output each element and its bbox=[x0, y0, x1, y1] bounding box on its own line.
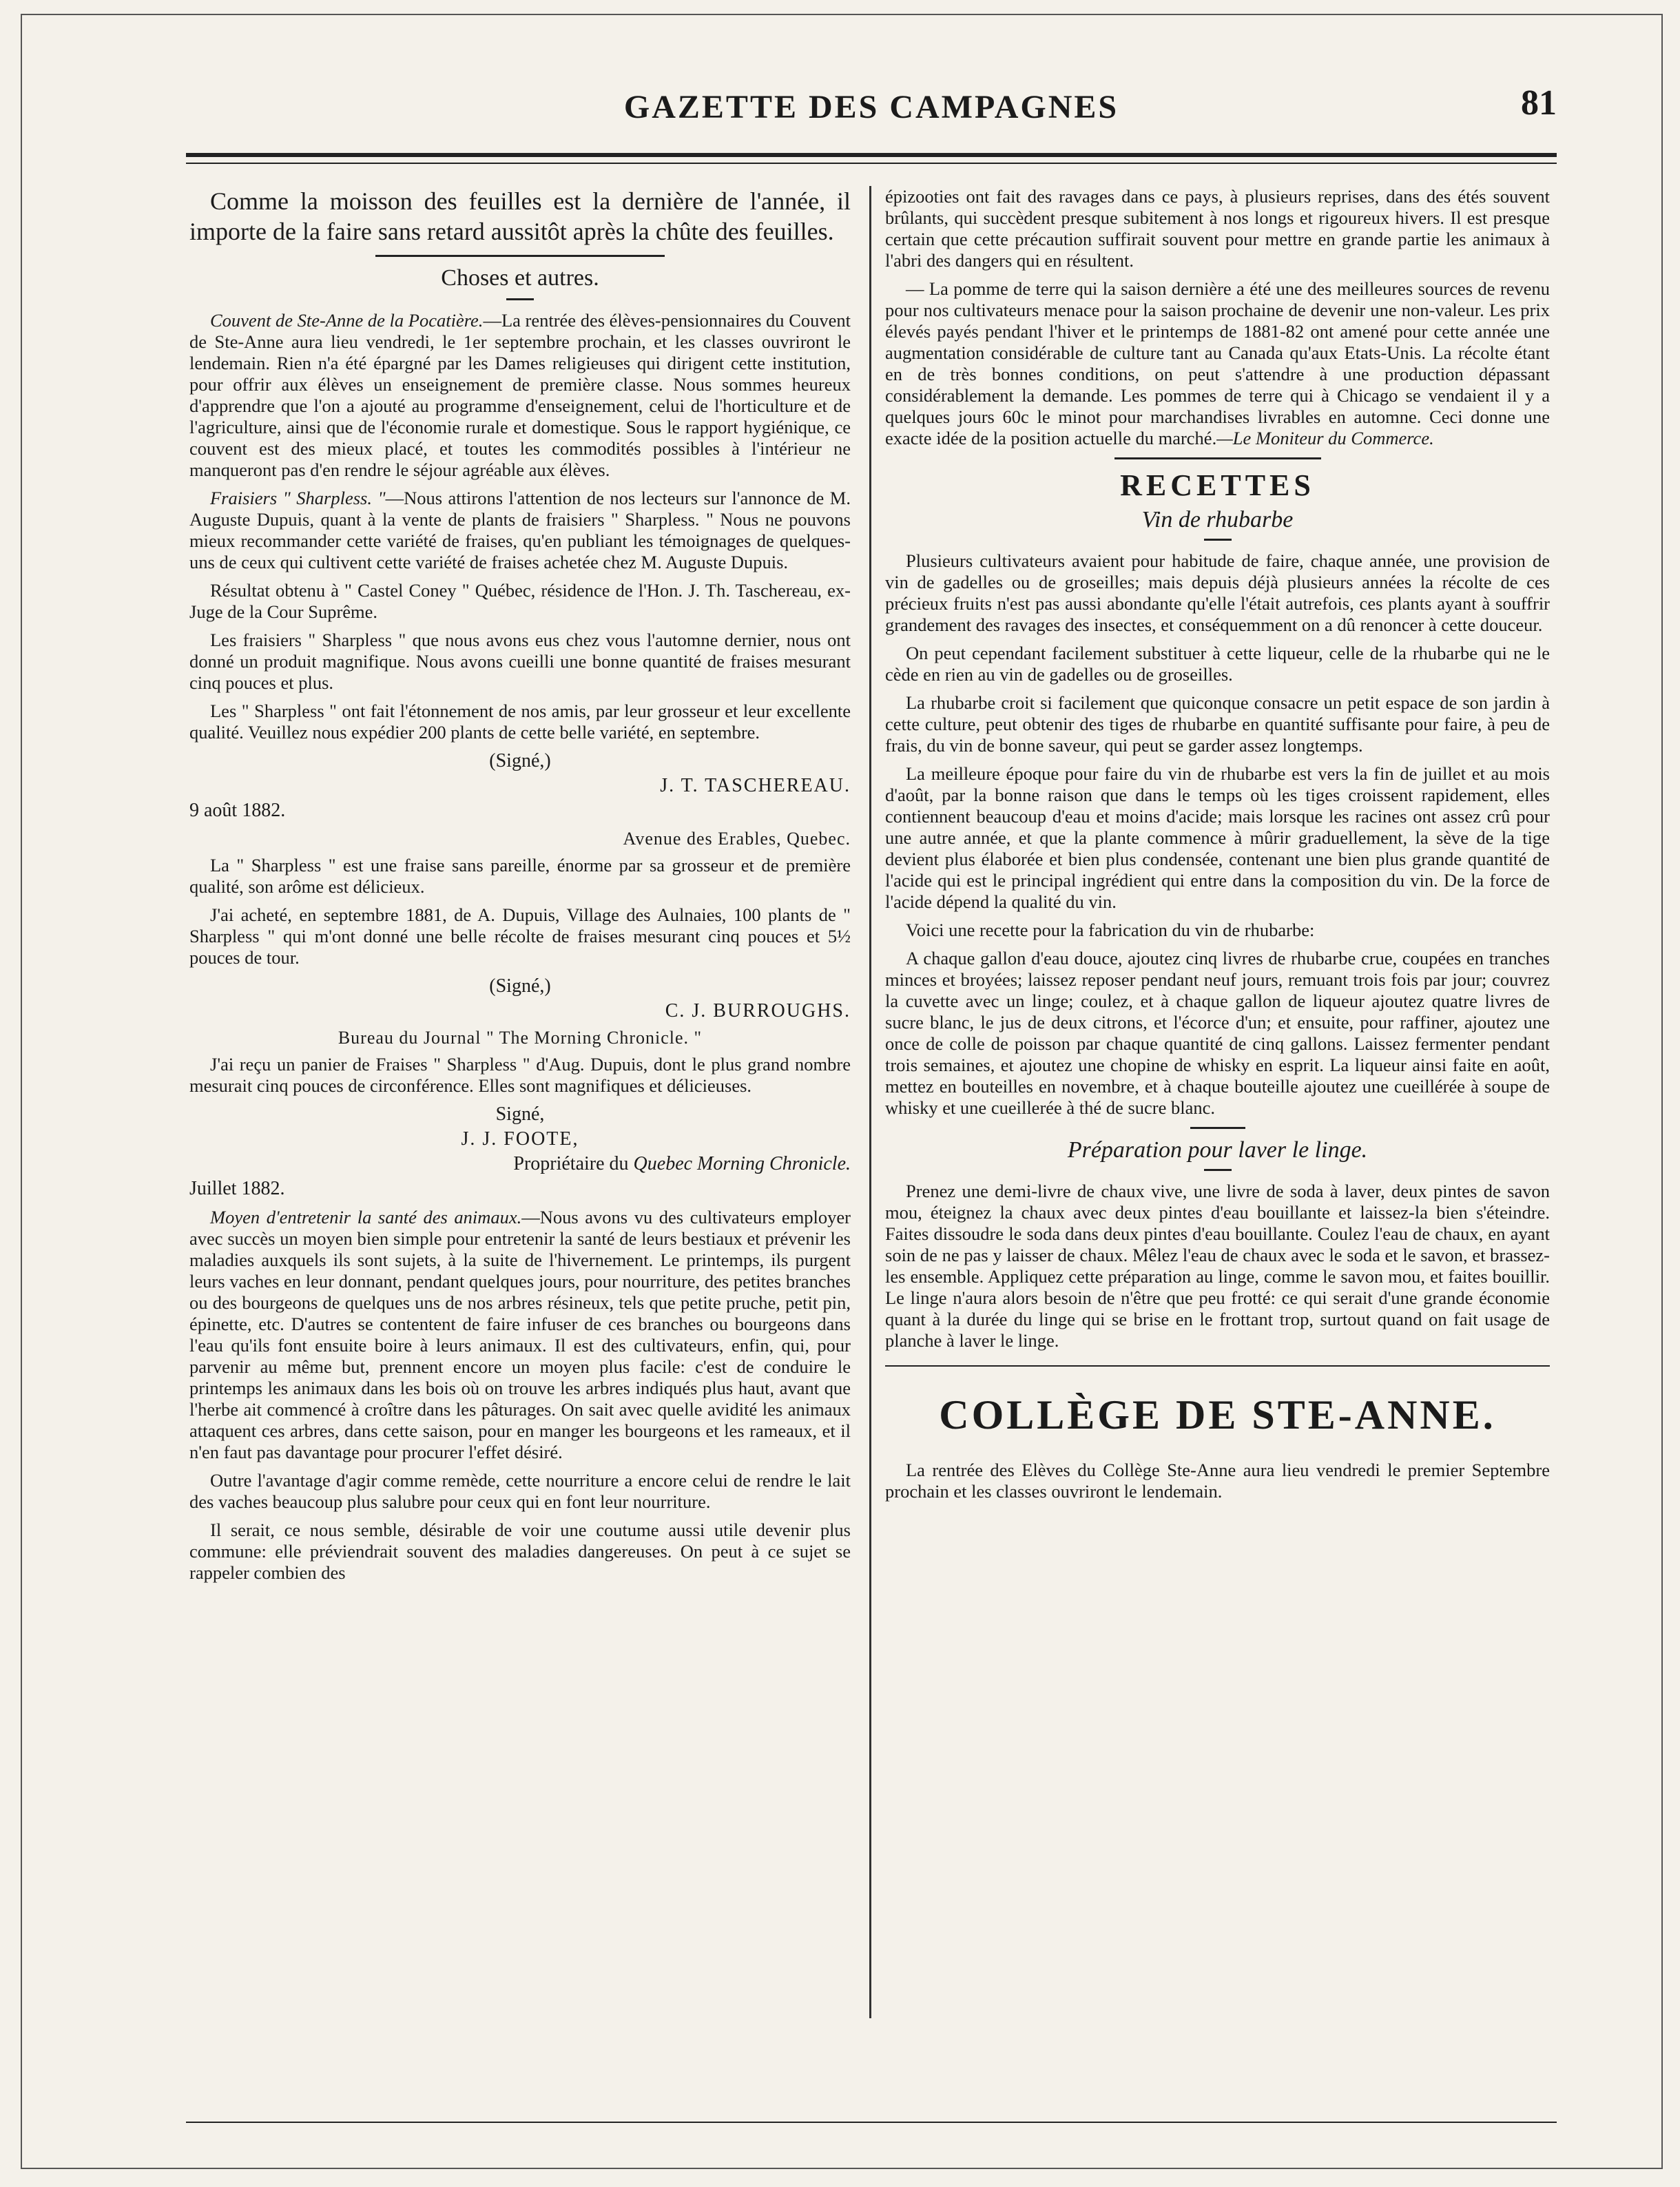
signature-title bbox=[189, 1153, 851, 1175]
signature-name: J. J. FOOTE, bbox=[461, 1128, 579, 1150]
section-rule bbox=[885, 1365, 1550, 1367]
article-continuation: épizooties ont fait des ravages dans ce pays, à plusieurs reprises, dans des étés souvent brûlants, qui succèdent presque subitement à nos longs et rigoureux hivers. Il est presque certain que cette précaution suffirait souvent pour mettre en grande partie les animaux à l'abri des dangers qui en résultent. bbox=[885, 186, 1550, 271]
article-pomme bbox=[885, 278, 1550, 449]
college-heading: COLLÈGE DE STE-ANNE. bbox=[939, 1392, 1496, 1438]
signature-label: (Signé,) bbox=[489, 750, 551, 771]
recipe-paragraph: A chaque gallon d'eau douce, ajoutez cinq livres de rhubarbe crue, coupées en tranches minces et broyées; laissez reposer pendant neuf jours, remuant trois fois par jour; couvrez la cuvette avec un linge; coulez, et à chaque gallon de liqueur ajoutez quatre livres de sucre blanc, le jus de deux citrons, et l'écorce d'un; et ensuite, pour raffiner, ajoutez une once de colle de poisson par chaque quantité de cinq gallons. Laissez fermenter pendant trois semaines, et ajoutez une chopine de whisky en esprit. La liqueur ainsi faite en août, mettez en bouteilles en novembre, et à chaque bouteille ajoutez une cueillérée à soupe de whisky et une cueillerée à thé de sucre blanc. bbox=[885, 948, 1550, 1118]
article-moyen bbox=[189, 1207, 851, 1463]
recipe-paragraph: La meilleure époque pour faire du vin de rhubarbe est vers la fin de juillet et au mois d'août, par la bonne raison que dans le temps où les tiges croissent rapidement, elles contiennent beaucoup d'eau et moins d'acide; mais lorsque les racines ont assez crû pour une autre année, et que la plante commence à mûrir graduellement, la sève de la tige devient plus élaborée et bien plus condensée, contenant une bien plus grande quantité de l'acide qui est le principal ingrédient qui entre dans la composition du vin. De la force de l'acide dépend la qualité du vin. bbox=[885, 763, 1550, 912]
footer-rule bbox=[186, 2122, 1557, 2123]
header-rule-thick bbox=[186, 153, 1557, 157]
letter-date: Juillet 1882. bbox=[189, 1178, 285, 1199]
article-body: — La pomme de terre qui la saison dernière a été une des meilleures sources de revenu pour nos cultivateurs menace pour la saison prochaine de devenir une non-valeur. Les prix élevés payés pendant l'hiver et le printemps de 1881-82 ont amené pour cette année une augmentation considérable de culture tant au Canada qu'aux Etats-Unis. La récolte étant en de très bonnes conditions, on peut s'attendre à une production dépassant considérablement la demande. Les pommes de terre qui à Chicago se vendaient il y a quelques jours 60c le minot pour marchandises livrables en automne. Ceci donne une exacte idée de la position actuelle du marché. bbox=[885, 278, 1550, 448]
signature-name: C. J. BURROUGHS. bbox=[665, 1000, 851, 1022]
letter-place: Bureau du Journal " The Morning Chronicle. " bbox=[338, 1028, 703, 1048]
recipe-paragraph: La rhubarbe croit si facilement que quiconque consacre un petit espace de son jardin à cette culture, peut obtenir des tiges de rhubarbe en quantité suffisante pour faire, à peu de frais, du vin de bonne saveur, qui peut se garder assez longtemps. bbox=[885, 692, 1550, 756]
signature-name: J. T. TASCHEREAU. bbox=[660, 775, 851, 796]
article-body: —Nous attirons l'attention de nos lecteurs sur l'annonce de M. Auguste Dupuis, quant à la vente de plants de fraisiers " Sharpless. " Nous ne pouvons mieux recommander cette variété de fraises, qu'en publiant les témoignages de quelques-uns de ceux qui cultivent cette variété de fraises achetée chez M. Auguste Dupuis. bbox=[189, 488, 851, 572]
section-rule bbox=[375, 255, 665, 257]
right-column bbox=[885, 186, 1550, 1509]
dash-divider bbox=[506, 298, 534, 300]
letter-place: Avenue des Erables, Quebec. bbox=[623, 829, 851, 849]
dash-divider bbox=[1204, 1169, 1232, 1171]
recipe-paragraph: Plusieurs cultivateurs avaient pour habitude de faire, chaque année, une provision de vin de gadelles ou de groseilles; mais depuis déjà plusieurs années la récolte de ces précieux fruits n'est pas aussi abondante qu'elle l'était autrefois, ces plants ayant à souffrir grandement des ravages des insectes, et conséquemment on a dû renoncer à cette douceur. bbox=[885, 550, 1550, 635]
article-paragraph: Outre l'avantage d'agir comme remède, cette nourriture a encore celui de rendre le lait des vaches beaucoup plus salubre pour ceux qui en font leur nourriture. bbox=[189, 1470, 851, 1512]
publication-title: GAZETTE DES CAMPAGNES bbox=[623, 89, 1119, 125]
article-lead: Moyen d'entretenir la santé des animaux. bbox=[210, 1207, 522, 1227]
left-column bbox=[189, 186, 851, 1590]
signature-title-prefix: Propriétaire du bbox=[513, 1153, 629, 1174]
article-body: —Nous avons vu des cultivateurs employer avec succès un moyen bien simple pour entretenir la santé de leurs bestiaux et prévenir les maladies auxquels ils sont sujets, à la suite de l'hivernement. Le printemps, ils purgent leurs vaches en leur donnant, pendant quelques jours, pour nourriture, des petites branches ou des bourgeons de quelques uns de nos arbres résineux, tels que petite pruche, petit pin, épinette, etc. D'autres se contentent de faire infuser de ces branches ou bourgeons dans l'eau qu'ils font ensuite boire à leurs animaux. Il est des cultivateurs, enfin, qui, pour parvenir au même but, prennent encore un moyen plus facile: c'est de conduire le printemps les animaux dans les bois où on trouve les arbres indiqués plus haut, avant que l'herbe ait commencé à croître dans les pâturages. On sait avec quelle avidité les animaux attaquent ces arbres, dans cette saison, pour en manger les bourgeons et les rameaux, et il n'en faut pas davantage pour procurer l'effet désiré. bbox=[189, 1207, 851, 1462]
header-rule-thin bbox=[186, 163, 1557, 164]
recipe-paragraph: On peut cependant facilement substituer à cette liqueur, celle de la rhubarbe qui ne le cède en rien au vin de gadelles ou de groseilles. bbox=[885, 643, 1550, 685]
article-lead: Fraisiers " Sharpless. " bbox=[210, 488, 386, 508]
section-rule bbox=[1114, 457, 1321, 459]
section-rule bbox=[1190, 1127, 1245, 1129]
testimonial-paragraph: J'ai acheté, en septembre 1881, de A. Dupuis, Village des Aulnaies, 100 plants de " Sharpless " qui m'ont donné une belle récolte de fraises mesurant cinq pouces et 5½ pouces de tour. bbox=[189, 904, 851, 968]
intro-paragraph: Comme la moisson des feuilles est la dernière de l'année, il importe de la faire sans retard aussitôt après la chûte des feuilles. bbox=[189, 187, 851, 245]
signature-label: (Signé,) bbox=[489, 975, 551, 997]
newspaper-name: Quebec Morning Chronicle. bbox=[633, 1153, 851, 1174]
testimonial-paragraph: J'ai reçu un panier de Fraises " Sharpless " d'Aug. Dupuis, dont le plus grand nombre mesurait cinq pouces de circonférence. Elles sont magnifiques et délicieuses. bbox=[189, 1054, 851, 1096]
article-couvent bbox=[189, 310, 851, 481]
testimonial-paragraph: Les fraisiers " Sharpless " que nous avons eus chez vous l'automne dernier, nous ont donné un produit magnifique. Nous avons cueilli une bonne quantité de fraises mesurant cinq pouces et plus. bbox=[189, 630, 851, 693]
article-paragraph: Il serait, ce nous semble, désirable de voir une coutume aussi utile devenir plus commune: elle préviendrait souvent des maladies dangereuses. On peut à ce sujet se rappeler combien des bbox=[189, 1520, 851, 1583]
recipe-title: Préparation pour laver le linge. bbox=[1067, 1137, 1368, 1163]
section-title: Choses et autres. bbox=[441, 265, 599, 291]
testimonial-paragraph: Les " Sharpless " ont fait l'étonnement de nos amis, par leur grosseur et leur excellente qualité. Veuillez nous expédier 200 plants de cette belle variété, en septembre. bbox=[189, 701, 851, 743]
article-fraisiers bbox=[189, 488, 851, 573]
recipe-paragraph: Prenez une demi-livre de chaux vive, une livre de soda à laver, deux pintes de savon mou, éteignez la chaux avec deux pintes d'eau bouillante et laissez-la bien s'éteindre. Faites dissoudre le soda dans deux pintes d'eau bouillante. Coulez l'eau de chaux, en ayant soin de ne pas y laisser de chaux. Mêlez l'eau de chaux avec le soda et le savon, et brassez-les ensemble. Appliquez cette préparation au linge, comme le savon mou, et faites bouillir. Le linge n'aura alors besoin de n'être que peu frotté: ce qui serait d'une grande économie quant à la durée du linge qui se brise en le frottant trop, surtout quand on fait usage de planche à laver le linge. bbox=[885, 1181, 1550, 1351]
college-announcement: La rentrée des Elèves du Collège Ste-Anne aura lieu vendredi le premier Septembre prochain et les classes ouvriront le lendemain. bbox=[885, 1460, 1550, 1502]
signature-label: Signé, bbox=[495, 1103, 545, 1125]
article-body: —La rentrée des élèves-pensionnaires du Couvent de Ste-Anne aura lieu vendredi, le 1er septembre prochain, et les classes ouvriront le lendemain. Rien n'a été épargné par les Dames religieuses qui dirigent cette institution, pour offrir aux élèves un enseignement de première classe. Nous sommes heureux d'apprendre que l'on a ajouté au programme d'enseignement, celui de l'horticulture et de l'agriculture, ainsi que de l'économie rurale et domestique. Sous le rapport hygiénique, ce couvent est des mieux placé, et toutes les commodités possibles à l'intérieur ne manqueront pas d'en rendre le séjour agréable aux élèves. bbox=[189, 310, 851, 480]
page-number: 81 bbox=[1521, 83, 1557, 123]
recipe-title: Vin de rhubarbe bbox=[1141, 507, 1294, 532]
dash-divider bbox=[1204, 539, 1232, 541]
letter-date: 9 août 1882. bbox=[189, 800, 286, 821]
article-lead: Couvent de Ste-Anne de la Pocatière. bbox=[210, 310, 484, 331]
column-divider bbox=[869, 186, 871, 2018]
testimonial-paragraph: La " Sharpless " est une fraise sans pareille, énorme par sa grosseur et de première qualité, son arôme est délicieux. bbox=[189, 855, 851, 897]
recettes-heading: RECETTES bbox=[1120, 468, 1315, 502]
page-header bbox=[186, 74, 1557, 129]
article-source: —Le Moniteur du Commerce. bbox=[1216, 428, 1434, 448]
testimonial-intro: Résultat obtenu à " Castel Coney " Québec, résidence de l'Hon. J. Th. Taschereau, ex-Juge de la Cour Suprême. bbox=[189, 580, 851, 622]
recipe-paragraph: Voici une recette pour la fabrication du vin de rhubarbe: bbox=[906, 920, 1315, 940]
